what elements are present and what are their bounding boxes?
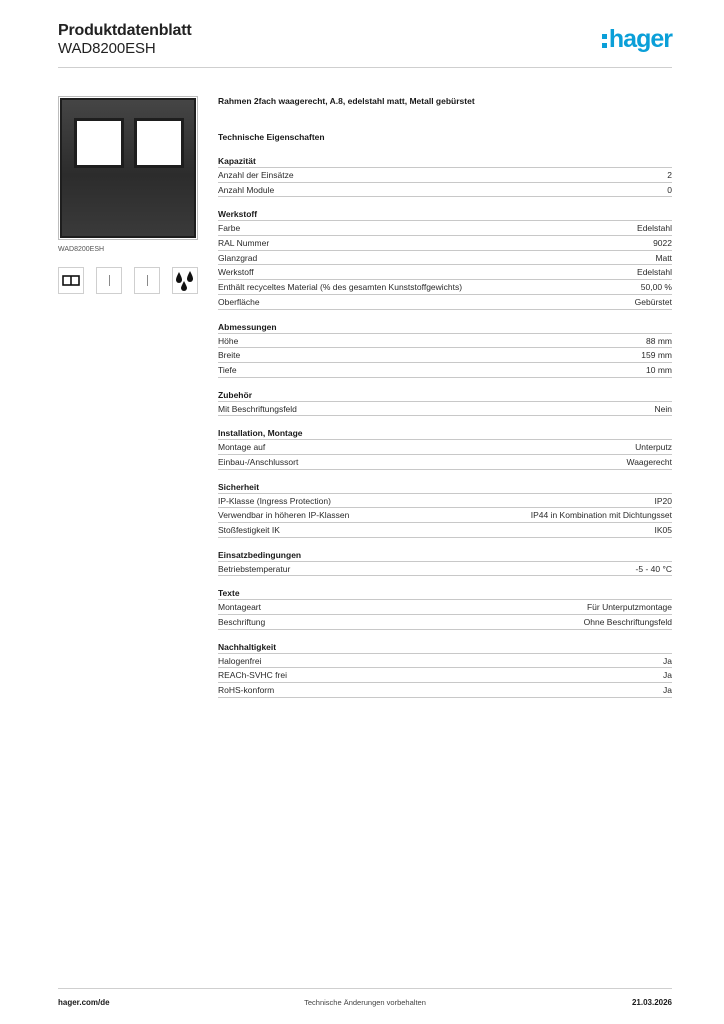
spec-label: Höhe	[218, 335, 239, 346]
double-frame-icon	[58, 267, 84, 294]
spec-section	[218, 389, 672, 417]
footer-note: Technische Änderungen vorbehalten	[304, 998, 426, 1007]
spec-value: Ohne Beschriftungsfeld	[583, 617, 672, 628]
spec-value: 9022	[653, 238, 672, 249]
spec-value: Matt	[655, 252, 672, 263]
spec-value: IP20	[654, 495, 672, 506]
single-line-icon	[134, 267, 160, 294]
spec-section	[218, 321, 672, 378]
spec-section	[218, 155, 672, 197]
logo-dots	[602, 34, 607, 48]
spec-row	[218, 348, 672, 363]
spec-label: Oberfläche	[218, 296, 260, 307]
section-title: Nachhaltigkeit	[218, 641, 672, 654]
spec-row	[218, 265, 672, 280]
spec-section	[218, 549, 672, 577]
product-code: WAD8200ESH	[58, 40, 156, 57]
spec-row	[218, 334, 672, 349]
spec-row	[218, 440, 672, 455]
spec-row	[218, 455, 672, 470]
spec-label: RAL Nummer	[218, 238, 270, 249]
spec-value: Waagerecht	[626, 456, 672, 467]
spec-label: Montageart	[218, 602, 261, 613]
spec-value: Nein	[654, 403, 672, 414]
spec-row	[218, 402, 672, 417]
spec-label: Anzahl der Einsätze	[218, 170, 294, 180]
footer-date: 21.03.2026	[631, 998, 672, 1007]
spec-value: Gebürstet	[634, 296, 672, 307]
page-footer	[58, 988, 672, 1008]
spec-row	[218, 168, 672, 183]
spec-row	[218, 280, 672, 295]
hager-logo	[602, 24, 672, 54]
spec-label: IP-Klasse (Ingress Protection)	[218, 495, 331, 506]
spec-value: -5 - 40 °C	[635, 563, 672, 574]
spec-section	[218, 481, 672, 538]
spec-sections	[218, 155, 672, 698]
spec-label: Betriebstemperatur	[218, 563, 291, 574]
frame-insert-left	[74, 118, 124, 168]
spec-row	[218, 508, 672, 523]
spec-row	[218, 562, 672, 577]
spec-label: Werkstoff	[218, 267, 254, 278]
spec-value: IK05	[654, 525, 672, 535]
product-icons	[58, 267, 198, 294]
spec-label: Tiefe	[218, 364, 237, 375]
spec-label: REACh-SVHC frei	[218, 670, 287, 681]
product-description: Rahmen 2fach waagerecht, A.8, edelstahl matt, Metall gebürstet	[218, 96, 475, 106]
spec-row	[218, 600, 672, 615]
spec-row	[218, 683, 672, 698]
page-header	[58, 22, 672, 68]
spec-row	[218, 615, 672, 630]
section-title: Installation, Montage	[218, 427, 672, 440]
footer-website: hager.com/de	[58, 998, 110, 1007]
spec-label: Breite	[218, 350, 241, 361]
section-title: Kapazität	[218, 155, 672, 168]
spec-label: Beschriftung	[218, 617, 266, 628]
tech-properties-title: Technische Eigenschaften	[218, 132, 325, 142]
page-title: Produktdatenblatt	[58, 22, 192, 39]
spec-value: Ja	[663, 670, 672, 681]
spec-label: Halogenfrei	[218, 655, 262, 666]
spec-label: Enthält recyceltes Material (% des gesamten Kunststoffgewichts)	[218, 282, 463, 293]
section-title: Abmessungen	[218, 321, 672, 334]
spec-label: Mit Beschriftungsfeld	[218, 403, 297, 414]
spec-column	[218, 94, 672, 698]
product-media	[58, 96, 198, 294]
frame-insert-right	[134, 118, 184, 168]
water-drops-icon	[172, 267, 198, 294]
spec-label: RoHS-konform	[218, 685, 275, 696]
spec-section	[218, 587, 672, 629]
frame-graphic	[60, 98, 196, 238]
spec-value: 50,00 %	[640, 282, 672, 293]
spec-label: Farbe	[218, 223, 241, 234]
spec-row	[218, 295, 672, 310]
spec-row	[218, 251, 672, 266]
section-title: Einsatzbedingungen	[218, 549, 672, 562]
spec-row	[218, 221, 672, 236]
spec-value: 10 mm	[646, 364, 672, 375]
spec-section	[218, 208, 672, 309]
spec-row	[218, 183, 672, 198]
spec-value: 0	[667, 184, 672, 195]
spec-value: IP44 in Kombination mit Dichtungsset	[530, 510, 672, 521]
spec-row	[218, 494, 672, 509]
single-line-icon	[96, 267, 122, 294]
spec-label: Einbau-/Anschlussort	[218, 456, 299, 467]
spec-label: Stoßfestigkeit IK	[218, 525, 280, 535]
spec-row	[218, 523, 672, 538]
spec-row	[218, 363, 672, 378]
spec-label: Glanzgrad	[218, 252, 258, 263]
spec-value: Ja	[663, 685, 672, 696]
product-image	[58, 96, 198, 240]
spec-value: Edelstahl	[637, 223, 672, 234]
logo-text: hager	[608, 24, 672, 53]
section-title: Sicherheit	[218, 481, 672, 494]
spec-section	[218, 641, 672, 698]
spec-section	[218, 427, 672, 469]
spec-value: Für Unterputzmontage	[586, 602, 672, 613]
image-caption: WAD8200ESH	[58, 246, 105, 253]
section-title: Werkstoff	[218, 208, 672, 221]
spec-label: Anzahl Module	[218, 184, 275, 195]
spec-value: 2	[667, 170, 672, 180]
spec-value: Unterputz	[635, 442, 672, 453]
spec-value: Ja	[663, 655, 672, 666]
spec-row	[218, 668, 672, 683]
section-title: Zubehör	[218, 389, 672, 402]
spec-label: Verwendbar in höheren IP-Klassen	[218, 510, 350, 521]
spec-value: Edelstahl	[637, 267, 672, 278]
spec-label: Montage auf	[218, 442, 266, 453]
spec-value: 159 mm	[641, 350, 672, 361]
spec-row	[218, 236, 672, 251]
spec-value: 88 mm	[646, 335, 672, 346]
spec-row	[218, 654, 672, 669]
section-title: Texte	[218, 587, 672, 600]
